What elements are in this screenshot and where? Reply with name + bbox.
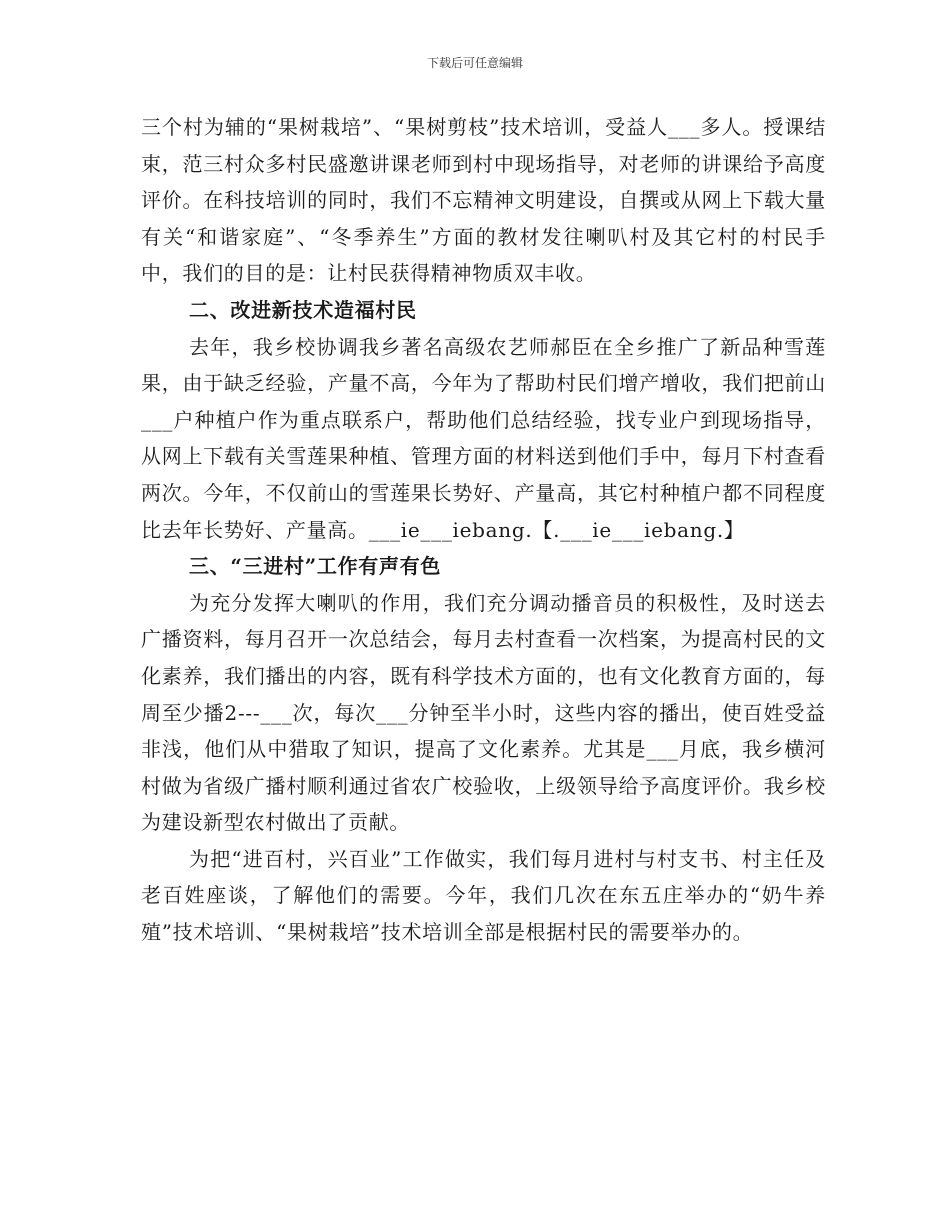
- paragraph-village-work: 为把“进百村，兴百业”工作做实，我们每月进村与村支书、村主任及老百姓座谈，了解他们的需要。今年，我们几次在东五庄举办的“奶牛养殖”技术培训、“果树栽培”技术培训全部是根据村民的需要举办的。: [141, 846, 826, 945]
- page-header: 下载后可任意编辑: [426, 56, 523, 70]
- section-heading-3: 三、“三进村”工作有声有色: [189, 554, 442, 579]
- document-body: [141, 109, 826, 951]
- section-heading-2: 二、改进新技术造福村民: [189, 297, 417, 322]
- paragraph-continuation: 三个村为辅的“果树栽培”、“果树剪枝”技术培训，受益人___多人。授课结束，范三村众多村民盛邀讲课老师到村中现场指导，对老师的讲课给予高度评价。在科技培训的同时，我们不忘精神文明建设，自撰或从网上下载大量有关“和谐家庭”、“冬季养生”方面的教材发往喇叭村及其它村的村民手中，我们的目的是：让村民获得精神物质双丰收。: [141, 115, 826, 286]
- paragraph-new-technology: 去年，我乡校协调我乡著名高级农艺师郝臣在全乡推广了新品种雪莲果，由于缺乏经验，产量不高，今年为了帮助村民们增产增收，我们把前山___户种植户作为重点联系户，帮助他们总结经验，找专业户到现场指导，从网上下载有关雪莲果种植、管理方面的材料送到他们手中，每月下村查看两次。今年，不仅前山的雪莲果长势好、产量高，其它村种植户都不同程度比去年长势好、产量高。___ie___iebang.【.___ie___iebang.】: [141, 334, 826, 542]
- paragraph-broadcast: 为充分发挥大喇叭的作用，我们充分调动播音员的积极性，及时送去广播资料，每月召开一次总结会，每月去村查看一次档案，为提高村民的文化素养，我们播出的内容，既有科学技术方面的，也有文化教育方面的，每周至少播2---___次，每次___分钟至半小时，这些内容的播出，使百姓受益非浅，他们从中猎取了知识，提高了文化素养。尤其是___月底，我乡横河村做为省级广播村顺利通过省农广校验收，上级领导给予高度评价。我乡校为建设新型农村做出了贡献。: [141, 590, 826, 835]
